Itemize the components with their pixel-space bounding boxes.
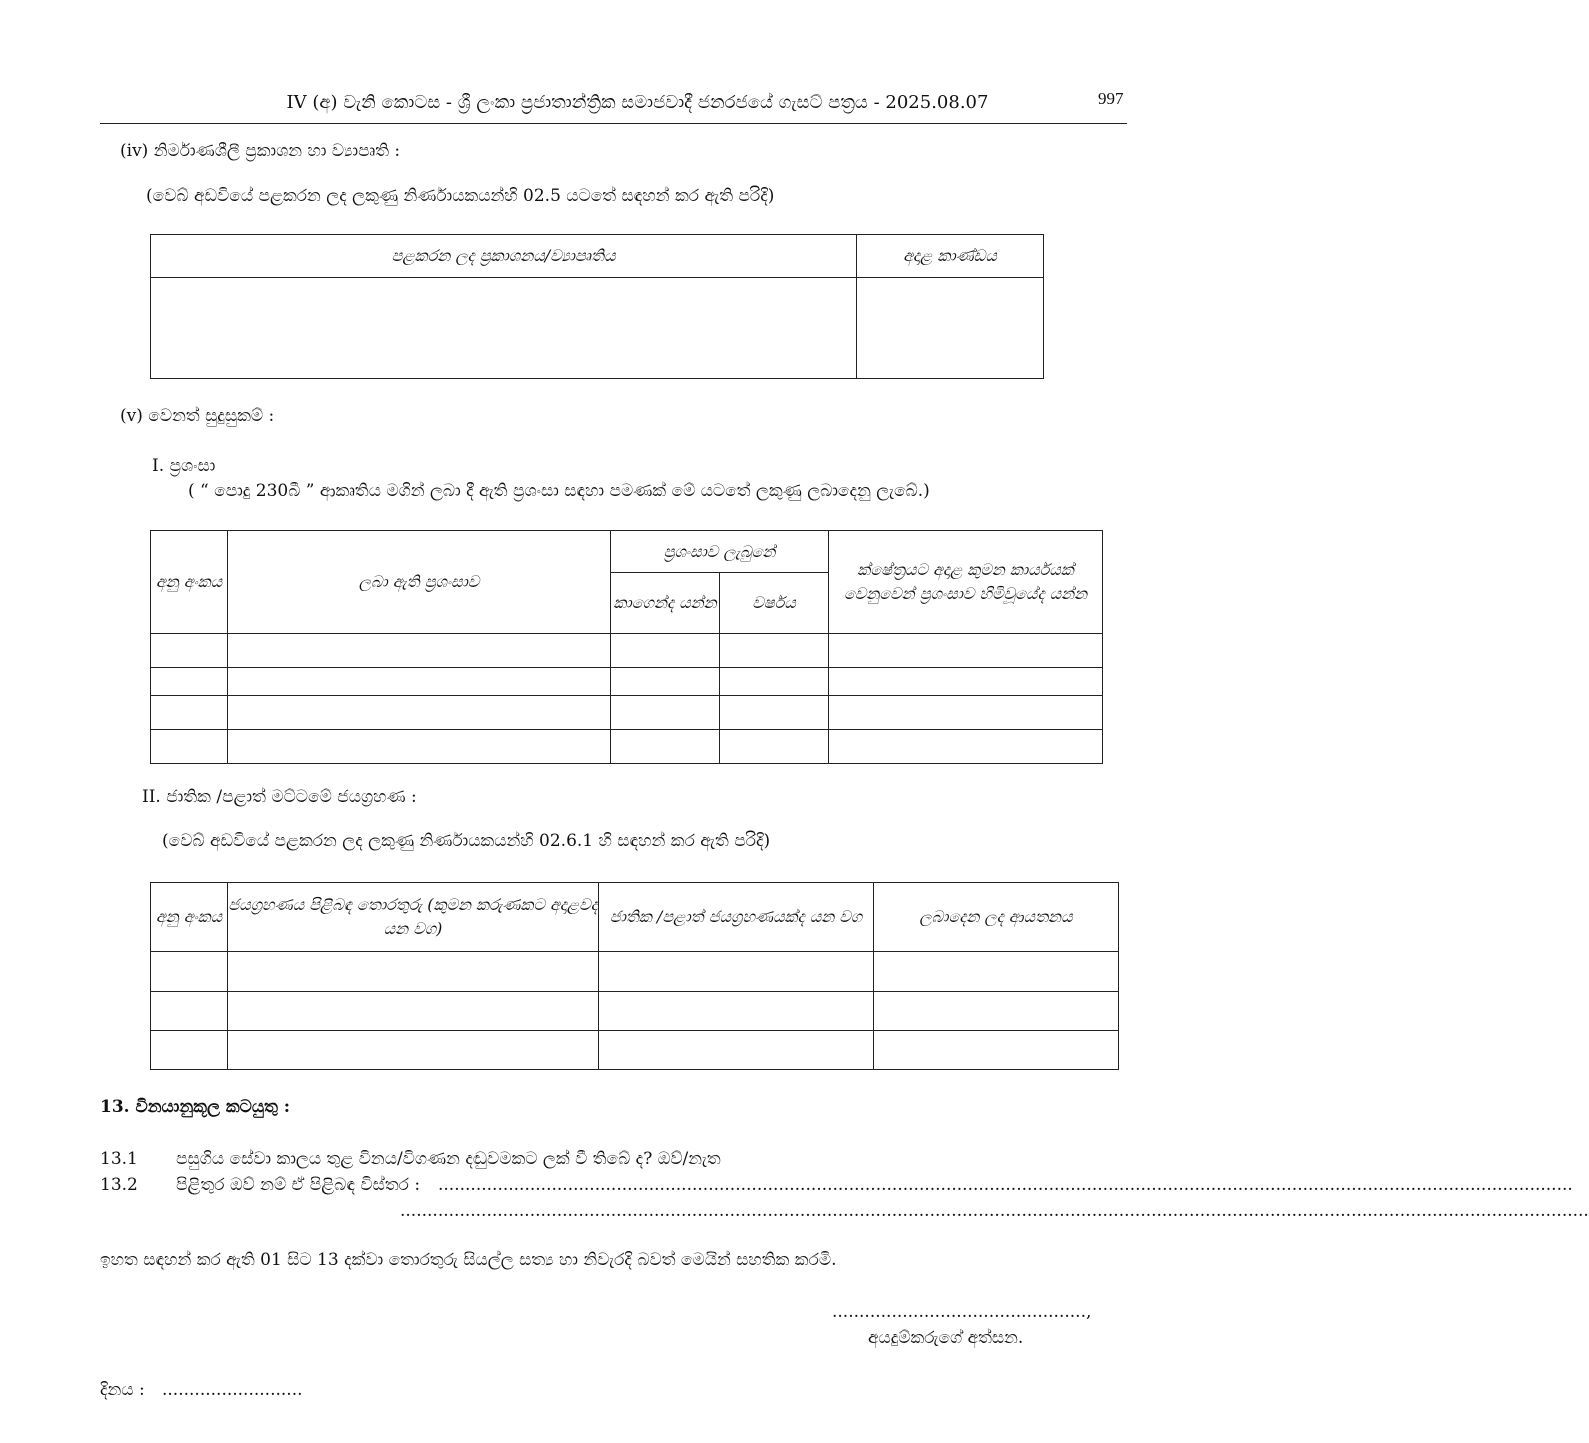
cell[interactable]	[611, 730, 720, 764]
q13-1-number: 13.1	[100, 1149, 138, 1169]
cell[interactable]	[611, 696, 720, 730]
date-line[interactable]: ..........................	[162, 1380, 303, 1400]
cell[interactable]	[829, 730, 1103, 764]
cell[interactable]	[151, 696, 228, 730]
col-received-group: ප්‍රශංසාව ලැබුනේ	[611, 531, 829, 573]
cell[interactable]	[228, 1031, 599, 1070]
cell[interactable]	[720, 634, 829, 668]
cell[interactable]	[874, 952, 1119, 992]
q13-2-answer-line[interactable]: ..................................................................................................................................................................................................................	[438, 1175, 1573, 1195]
col-serial: අනු අංකය	[151, 531, 228, 634]
cell[interactable]	[599, 992, 874, 1031]
section-iv-heading: (iv) නිර්මාණශීලී ප්‍රකාශන හා ව්‍යාපෘති :	[120, 141, 401, 161]
table-row	[151, 952, 1119, 992]
section-iv-note: (වෙබ් අඩවියේ පළකරන ලද ලකුණු නිර්ණායකයන්හි 02.5 යටතේ සඳහන් කර ඇති පරිදි)	[146, 186, 775, 206]
q13-1-text: පසුගිය සේවා කාලය තුළ විනය/විගණන දඬුවමකට ලක් වී තිබේ ද? ඔව්/නැත	[176, 1149, 721, 1169]
section-v-ii-note: (වෙබ් අඩවියේ පළකරන ලද ලකුණු නිර්ණායකයන්හි 02.6.1 හි සඳහන් කර ඇති පරිදි)	[162, 831, 771, 851]
cell[interactable]	[611, 668, 720, 696]
col-publication: පළකරන ලද ප්‍රකාශනය/ව්‍යාපෘතිය	[151, 235, 857, 278]
table-row	[151, 992, 1119, 1031]
cell[interactable]	[720, 696, 829, 730]
cell[interactable]	[151, 730, 228, 764]
col-category: අදාළ කාණ්ඩය	[857, 235, 1044, 278]
cell[interactable]	[228, 992, 599, 1031]
q13-2-text: පිළිතුර ඔව් නම් ඒ පිළිබඳ විස්තර :	[176, 1175, 421, 1195]
cell[interactable]	[228, 696, 611, 730]
header-rule	[100, 123, 1127, 124]
date-label: දිනය :	[100, 1380, 145, 1400]
cell[interactable]	[874, 992, 1119, 1031]
certification-text: ඉහත සඳහන් කර ඇති 01 සිට 13 දක්වා තොරතුරු සියල්ල සත්‍ය හා නිවැරදි බවත් මෙයින් සහතික කරමි.	[100, 1250, 837, 1270]
col-commendation: ලබා ඇති ප්‍රශංසාව	[228, 531, 611, 634]
col-achievement-info: ජයග්‍රහණය පිළිබඳ තොරතුරු (කුමන කරුණකට අදාළවද යන වග)	[228, 883, 599, 952]
cell[interactable]	[599, 952, 874, 992]
cell[interactable]	[720, 730, 829, 764]
signature-label: අයදුම්කරුගේ අත්සන.	[868, 1328, 1024, 1348]
table-row	[151, 730, 1103, 764]
table-row	[151, 668, 1103, 696]
col-field: ක්ෂේත්‍රයට අදාළ කුමන කාර්යයක් වෙනුවෙන් ප්‍රශංසාව හිමිවූයේද යන්න	[829, 531, 1103, 634]
table-row	[151, 1031, 1119, 1070]
col-year: වර්ෂය	[720, 573, 829, 634]
section-v-heading: (v) වෙනත් සුදුසුකම් :	[120, 406, 275, 426]
table-row	[151, 696, 1103, 730]
cell[interactable]	[228, 668, 611, 696]
header-title: IV (අ) වැනි කොටස - ශ්‍රී ලංකා ප්‍රජාතාන්ත්‍රික සමාජවාදී ජනරජයේ ගැසට් පත්‍රය - 2025.08.07	[286, 92, 989, 113]
cell[interactable]	[151, 668, 228, 696]
section-13-heading: 13. විනයානුකූල කටයුතු :	[100, 1097, 291, 1117]
col-serial: අනු අංකය	[151, 883, 228, 952]
page-number: 997	[1098, 89, 1124, 108]
section-v-i-label: I. ප්‍රශංසා	[152, 456, 216, 476]
cell[interactable]	[151, 952, 228, 992]
cell[interactable]	[151, 1031, 228, 1070]
cell[interactable]	[228, 634, 611, 668]
cell[interactable]	[874, 1031, 1119, 1070]
cell[interactable]	[151, 992, 228, 1031]
signature-line[interactable]: ...............................................,	[832, 1302, 1092, 1322]
cell[interactable]	[599, 1031, 874, 1070]
table-row	[151, 634, 1103, 668]
cell[interactable]	[228, 730, 611, 764]
q13-2-answer-line-2[interactable]: ............................................................................................................................................................................................................................	[400, 1201, 1589, 1221]
publications-table	[150, 234, 1044, 379]
publication-cell[interactable]	[151, 278, 857, 379]
cell[interactable]	[829, 634, 1103, 668]
section-v-i-note: ( “ පොදු 230බී ” ආකෘතිය මගින් ලබා දී ඇති ප්‍රශංසා සඳහා පමණක් මේ යටතේ ලකුණු ලබාදෙනු ලැබේ.)	[188, 481, 930, 501]
cell[interactable]	[151, 634, 228, 668]
col-from: කාගෙන්ද යන්න	[611, 573, 720, 634]
q13-2-number: 13.2	[100, 1175, 138, 1195]
cell[interactable]	[611, 634, 720, 668]
col-level: ජාතික /පළාත් ජයග්‍රහණයක්ද යන වග	[599, 883, 874, 952]
achievements-table	[150, 882, 1119, 1070]
cell[interactable]	[829, 696, 1103, 730]
section-v-ii-label: II. ජාතික /පළාත් මට්ටමේ ජයග්‍රහණ :	[142, 787, 417, 807]
col-institution: ලබාදෙන ලද ආයතනය	[874, 883, 1119, 952]
cell[interactable]	[228, 952, 599, 992]
commendations-table	[150, 530, 1103, 764]
cell[interactable]	[829, 668, 1103, 696]
page-header	[0, 92, 1275, 113]
cell[interactable]	[720, 668, 829, 696]
category-cell[interactable]	[857, 278, 1044, 379]
